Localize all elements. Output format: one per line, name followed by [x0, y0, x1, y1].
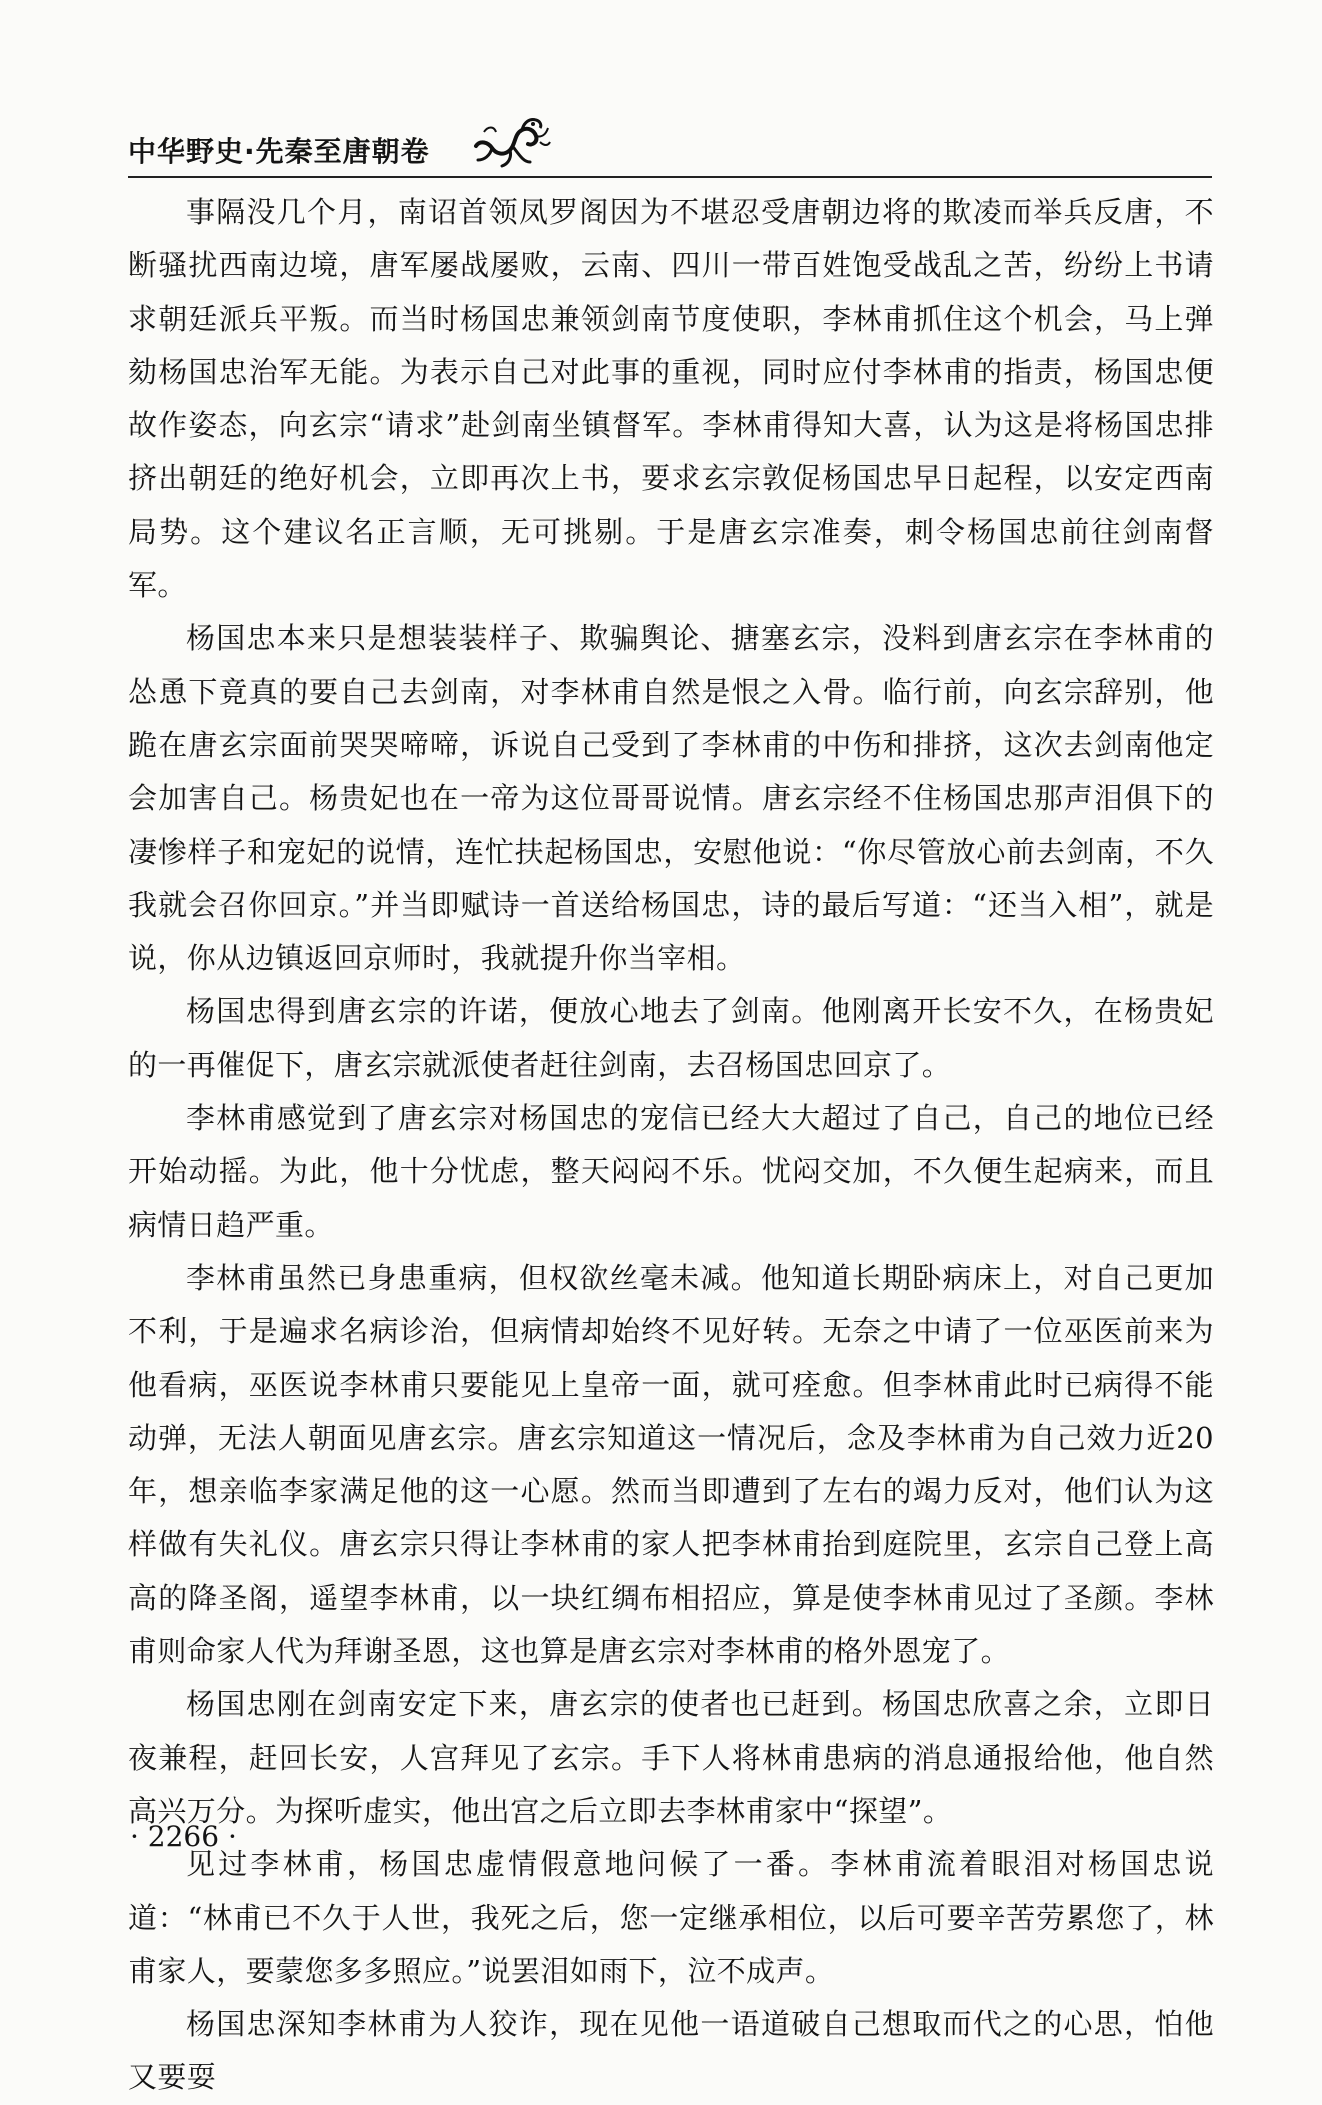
paragraph: 事隔没几个月，南诏首领凤罗阁因为不堪忍受唐朝边将的欺凌而举兵反唐，不断骚扰西南边境，唐军屡战屡败，云南、四川一带百姓饱受战乱之苦，纷纷上书请求朝廷派兵平叛。而当时杨国忠兼领剑南节度使职，李林甫抓住这个机会，马上弹劾杨国忠治军无能。为表示自己对此事的重视，同时应付李林甫的指责，杨国忠便故作姿态，向玄宗“请求”赴剑南坐镇督军。李林甫得知大喜，认为这是将杨国忠排挤出朝廷的绝好机会，立即再次上书，要求玄宗敦促杨国忠早日起程，以安定西南局势。这个建议名正言顺，无可挑剔。于是唐玄宗准奏，刺令杨国忠前往剑南督军。 [128, 195, 1214, 603]
book-title: 中华野史·先秦至唐朝卷 [128, 135, 430, 168]
running-header [128, 118, 1208, 178]
header-rule [128, 176, 1212, 178]
paragraph: 李林甫虽然已身患重病，但权欲丝毫未减。他知道长期卧病床上，对自己更加不利，于是遍求名病诊治，但病情却始终不见好转。无奈之中请了一位巫医前来为他看病，巫医说李林甫只要能见上皇帝一面，就可痊愈。但李林甫此时已病得不能动弹，无法人朝面见唐玄宗。唐玄宗知道这一情况后，念及李林甫为自己效力近20年，想亲临李家满足他的这一心愿。然而当即遭到了左右的竭力反对，他们认为这样做有失礼仪。唐玄宗只得让李林甫的家人把李林甫抬到庭院里，玄宗自己登上高高的降圣阁，遥望李林甫，以一块红绸布相招应，算是使李林甫见过了圣颜。李林甫则命家人代为拜谢圣恩，这也算是唐玄宗对李林甫的格外恩宠了。 [128, 1260, 1214, 1669]
paragraph: 杨国忠本来只是想装装样子、欺骗舆论、搪塞玄宗，没料到唐玄宗在李林甫的怂恿下竟真的要自己去剑南，对李林甫自然是恨之入骨。临行前，向玄宗辞别，他跪在唐玄宗面前哭哭啼啼，诉说自己受到了李林甫的中伤和排挤，这次去剑南他定会加害自己。杨贵妃也在一帝为这位哥哥说情。唐玄宗经不住杨国忠那声泪俱下的凄惨样子和宠妃的说情，连忙扶起杨国忠，安慰他说：“你尽管放心前去剑南，不久我就会召你回京。”并当即赋诗一首送给杨国忠，诗的最后写道：“还当入相”，就是说，你从边镇返回京师时，我就提升你当宰相。 [128, 621, 1214, 976]
body-text [128, 186, 1214, 2105]
paragraph: 见过李林甫，杨国忠虚情假意地问候了一番。李林甫流着眼泪对杨国忠说道：“林甫已不久于人世，我死之后，您一定继承相位，以后可要辛苦劳累您了，林甫家人，要蒙您多多照应。”说罢泪如雨下，泣不成声。 [128, 1847, 1214, 1988]
dragon-emblem-icon [470, 112, 552, 174]
paragraph: 杨国忠得到唐玄宗的许诺，便放心地去了剑南。他刚离开长安不久，在杨贵妃的一再催促下，唐玄宗就派使者赶往剑南，去召杨国忠回京了。 [128, 994, 1214, 1082]
paragraph: 杨国忠刚在剑南安定下来，唐玄宗的使者也已赶到。杨国忠欣喜之余，立即日夜兼程，赶回长安，人宫拜见了玄宗。手下人将林甫患病的消息通报给他，他自然高兴万分。为探听虚实，他出宫之后立即去李林甫家中“探望”。 [128, 1687, 1214, 1828]
paragraph: 李林甫感觉到了唐玄宗对杨国忠的宠信已经大大超过了自己，自己的地位已经开始动摇。为此，他十分忧虑，整天闷闷不乐。忧闷交加，不久便生起病来，而且病情日趋严重。 [128, 1101, 1214, 1242]
page-number: · 2266 · [130, 1820, 237, 1853]
paragraph: 杨国忠深知李林甫为人狡诈，现在见他一语道破自己想取而代之的心思，怕他又要耍 [128, 2007, 1214, 2095]
